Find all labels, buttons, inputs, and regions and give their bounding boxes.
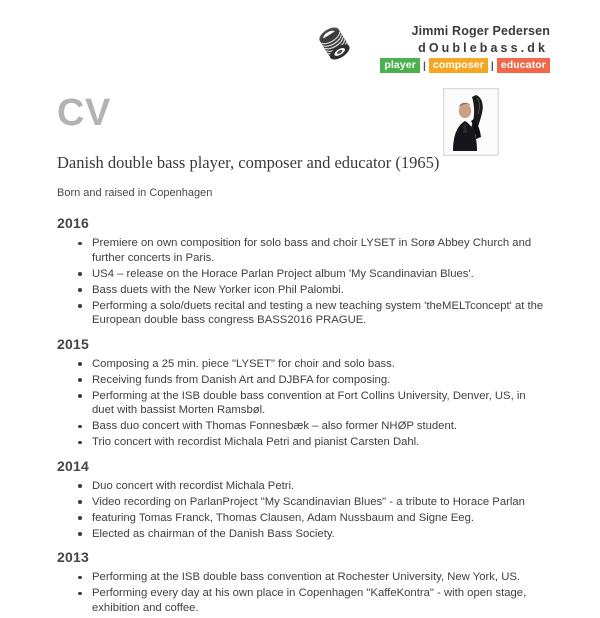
- year-block: [0, 335, 600, 450]
- role-separator-2: |: [490, 59, 494, 72]
- year-block: [0, 457, 600, 542]
- brand-block: [365, 24, 550, 73]
- list-item: Video recording on ParlanProject "My Scandinavian Blues" - a tribute to Horace Parlan: [0, 495, 600, 510]
- year-block: [0, 548, 600, 615]
- list-item: Premiere on own composition for solo bass and choir LYSET in Sorø Abbey Church and further concerts in Paris.: [0, 236, 600, 265]
- role-badges: [365, 58, 550, 73]
- year-block: [0, 214, 600, 328]
- year-heading: 2015: [57, 335, 89, 352]
- avatar: [443, 88, 499, 156]
- intro-line: Born and raised in Copenhagen: [57, 187, 213, 199]
- role-badge-composer[interactable]: composer: [429, 58, 488, 73]
- list-item: Elected as chairman of the Danish Bass Society.: [0, 527, 600, 542]
- list-item: Performing at the ISB double bass convention at Fort Collins University, Denver, US, in duet with bassist Morten Ramsbøl.: [0, 389, 600, 418]
- list-item: Receiving funds from Danish Art and DJBFA for composing.: [0, 373, 600, 388]
- cv-timeline: [0, 207, 600, 618]
- list-item: Performing a solo/duets recital and testing a new teaching system 'theMELTconcept' at the European double bass congress BASS2016 PRAGUE.: [0, 299, 600, 328]
- year-heading: 2014: [57, 457, 89, 474]
- list-item: Duo concert with recordist Michala Petri.: [0, 479, 600, 494]
- list-item: Bass duets with the New Yorker icon Phil Palombi.: [0, 283, 600, 298]
- coil-spiral-logo-icon[interactable]: [312, 23, 360, 69]
- role-badge-player[interactable]: player: [380, 58, 420, 73]
- page-title: CV: [57, 92, 111, 134]
- year-heading: 2013: [57, 549, 89, 565]
- list-item: featuring Tomas Franck, Thomas Clausen, Adam Nussbaum and Signe Eeg.: [0, 511, 600, 526]
- list-item: Bass duo concert with Thomas Fonnesbæk – also former NHØP student.: [0, 419, 600, 434]
- entry-list: [0, 479, 600, 542]
- site-header: [0, 10, 600, 72]
- entry-list: [0, 570, 600, 615]
- list-item: Performing every day at his own place in Copenhagen "KaffeKontra" - with open stage, exhibition and coffee.: [0, 586, 600, 615]
- role-separator-1: |: [422, 59, 426, 72]
- list-item: Performing at the ISB double bass convention at Rochester University, New York, US.: [0, 570, 600, 585]
- page-subtitle: Danish double bass player, composer and educator (1965): [57, 153, 440, 172]
- year-heading: 2016: [57, 215, 89, 231]
- role-badge-educator[interactable]: educator: [497, 58, 550, 73]
- list-item: Trio concert with recordist Michala Petri and pianist Carsten Dahl.: [0, 435, 600, 450]
- brand-name: Jimmi Roger Pedersen: [411, 24, 550, 38]
- entry-list: [0, 236, 600, 328]
- brand-domain[interactable]: dOublebass.dk: [418, 41, 548, 55]
- list-item: US4 – release on the Horace Parlan Project album 'My Scandinavian Blues'.: [0, 267, 600, 282]
- entry-list: [0, 357, 600, 450]
- list-item: Composing a 25 min. piece "LYSET" for choir and solo bass.: [0, 357, 600, 372]
